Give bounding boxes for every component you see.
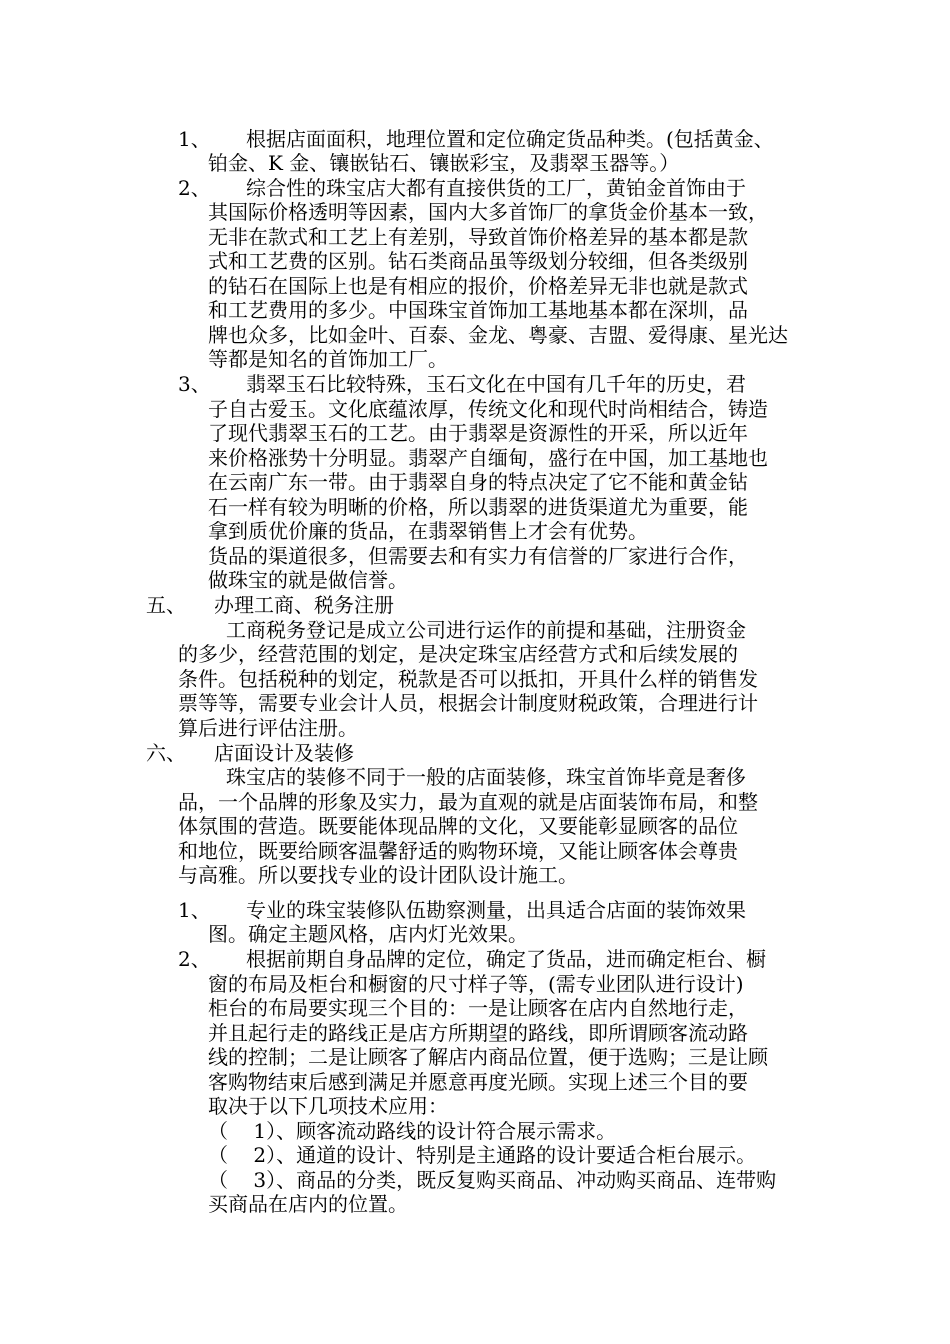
paragraph-line: 与高雅。所以要找专业的设计团队设计施工。 [178, 863, 578, 887]
paragraph-line: 来价格涨势十分明显。翡翠产自缅甸，盛行在中国，加工基地也 [208, 446, 768, 470]
sub-item-line: （ 3）、商品的分类，既反复购买商品、冲动购买商品、连带购 [208, 1168, 777, 1192]
sub-item-line: （ 1）、顾客流动路线的设计符合展示需求。 [208, 1119, 617, 1143]
sub-item-line: （ 2）、通道的设计、特别是主通路的设计要适合柜台展示。 [208, 1143, 757, 1167]
section-number: 五、 [146, 593, 186, 617]
paragraph-line: 货品的渠道很多，但需要去和有实力有信誉的厂家进行合作， [208, 544, 748, 568]
paragraph-line: 牌也众多，比如金叶、百泰、金龙、粤豪、吉盟、爱得康、星光达 [208, 323, 788, 347]
sub-item-line: 买商品在店内的位置。 [208, 1192, 408, 1216]
paragraph-line: 专业的珠宝装修队伍勘察测量，出具适合店面的装饰效果 [246, 898, 746, 922]
paragraph-line: 其国际价格透明等因素，国内大多首饰厂的拿货金价基本一致， [208, 200, 768, 224]
section-heading: 店面设计及装修 [214, 741, 354, 765]
list-number: 2、 [178, 947, 211, 971]
paragraph-line: 线的控制；二是让顾客了解店内商品位置，便于选购；三是让顾 [208, 1045, 768, 1069]
paragraph-line: 等都是知名的首饰加工厂。 [208, 347, 448, 371]
paragraph-line: 综合性的珠宝店大都有直接供货的工厂，黄铂金首饰由于 [246, 176, 746, 200]
paragraph-line: 客购物结束后感到满足并愿意再度光顾。实现上述三个目的要 [208, 1070, 748, 1094]
section-heading: 办理工商、税务注册 [214, 593, 394, 617]
paragraph-line: 图。确定主题风格，店内灯光效果。 [208, 922, 528, 946]
paragraph-line: 的多少，经营范围的划定，是决定珠宝店经营方式和后续发展的 [178, 642, 738, 666]
paragraph-line: 和工艺费用的多少。中国珠宝首饰加工基地基本都在深圳，品 [208, 298, 748, 322]
section-number: 六、 [146, 741, 186, 765]
paragraph-line: 算后进行评估注册。 [178, 716, 358, 740]
paragraph-line: 根据前期自身品牌的定位，确定了货品，进而确定柜台、橱 [246, 947, 766, 971]
list-number: 3、 [178, 372, 211, 396]
paragraph-line: 拿到质优价廉的货品，在翡翠销售上才会有优势。 [208, 519, 648, 543]
paragraph-line: 在云南广东一带。由于翡翠自身的特点决定了它不能和黄金钻 [208, 470, 748, 494]
paragraph-line: 并且起行走的路线正是店方所期望的路线，即所谓顾客流动路 [208, 1021, 748, 1045]
list-number: 1、 [178, 127, 211, 151]
paragraph-line: 翡翠玉石比较特殊，玉石文化在中国有几千年的历史，君 [246, 372, 746, 396]
paragraph-line: 根据店面面积，地理位置和定位确定货品种类。(包括黄金、 [246, 127, 774, 151]
paragraph-line: 做珠宝的就是做信誉。 [208, 568, 408, 592]
paragraph-line: 柜台的布局要实现三个目的：一是让顾客在店内自然地行走， [208, 996, 748, 1020]
paragraph-line: 和地位，既要给顾客温馨舒适的购物环境，又能让顾客体会尊贵 [178, 839, 738, 863]
paragraph-line: 了现代翡翠玉石的工艺。由于翡翠是资源性的开采，所以近年 [208, 421, 748, 445]
paragraph-line: 式和工艺费的区别。钻石类商品虽等级划分较细，但各类级别 [208, 249, 748, 273]
paragraph-line: 工商税务登记是成立公司进行运作的前提和基础，注册资金 [226, 618, 746, 642]
paragraph-line: 取决于以下几项技术应用： [208, 1094, 448, 1118]
list-number: 1、 [178, 898, 211, 922]
paragraph-line: 无非在款式和工艺上有差别，导致首饰价格差异的基本都是款 [208, 225, 748, 249]
list-number: 2、 [178, 176, 211, 200]
paragraph-line: 条件。包括税种的划定，税款是否可以抵扣，开具什么样的销售发 [178, 667, 758, 691]
paragraph-line: 票等等，需要专业会计人员，根据会计制度财税政策，合理进行计 [178, 691, 758, 715]
paragraph-line: 体氛围的营造。既要能体现品牌的文化，又要能彰显顾客的品位 [178, 814, 738, 838]
paragraph-line: 子自古爱玉。文化底蕴浓厚，传统文化和现代时尚相结合，铸造 [208, 397, 768, 421]
paragraph-line: 石一样有较为明晰的价格，所以翡翠的进货渠道尤为重要，能 [208, 495, 748, 519]
paragraph-line: 窗的布局及柜台和橱窗的尺寸样子等，(需专业团队进行设计) [208, 972, 744, 996]
paragraph-line: 品，一个品牌的形象及实力，最为直观的就是店面装饰布局，和整 [178, 790, 758, 814]
paragraph-line: 铂金、K 金、镶嵌钻石、镶嵌彩宝，及翡翠玉器等。） [208, 151, 680, 175]
paragraph-line: 的钻石在国际上也是有相应的报价，价格差异无非也就是款式 [208, 274, 748, 298]
paragraph-line: 珠宝店的装修不同于一般的店面装修，珠宝首饰毕竟是奢侈 [226, 765, 746, 789]
